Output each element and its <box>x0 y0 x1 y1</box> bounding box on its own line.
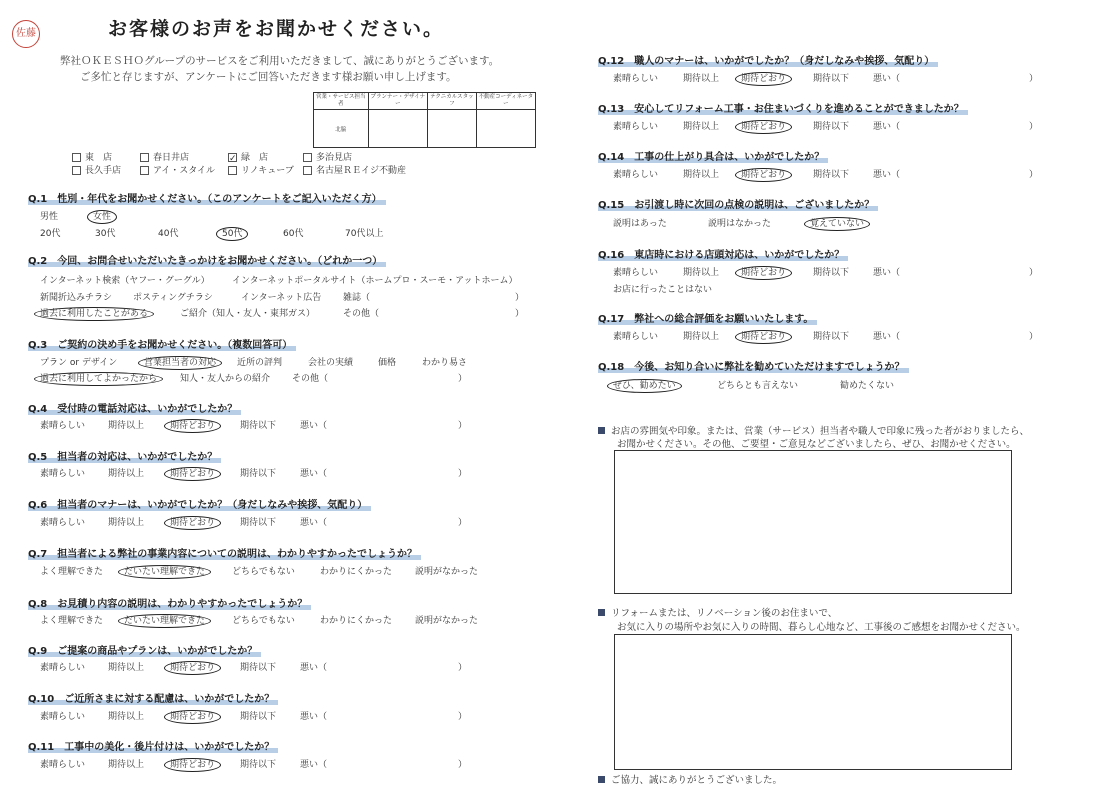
q3-option-friend[interactable]: 知人・友人からの紹介 <box>180 374 271 384</box>
paren-close: ） <box>458 712 468 722</box>
q12-option-as-expected[interactable]: 期待どおり <box>741 71 786 84</box>
q11-option-above-expectation[interactable]: 期待以上 <box>108 760 145 770</box>
q12-option-excellent[interactable]: 素晴らしい <box>613 74 659 84</box>
checkbox-icon <box>72 153 81 162</box>
q2-option-other[interactable]: その他（ <box>343 309 380 319</box>
free-comment-2-box[interactable] <box>614 634 1012 770</box>
q11-option-below-expectation[interactable]: 期待以下 <box>240 760 277 770</box>
q10-option-bad[interactable]: 悪い（ <box>300 712 328 722</box>
q14-option-above-expectation[interactable]: 期待以上 <box>683 170 720 180</box>
q3-option-track-record[interactable]: 会社の実績 <box>308 358 354 368</box>
store-option-higashi[interactable]: 東 店 <box>72 150 112 163</box>
store-option-kasugai[interactable]: 春日井店 <box>140 150 189 163</box>
q1-option-male[interactable]: 男性 <box>40 212 59 222</box>
q9-option-as-expected[interactable]: 期待どおり <box>170 660 215 673</box>
q4-label: Q.4 受付時の電話対応は、いかがでしたか？ <box>28 400 241 415</box>
q4-option-above-expectation[interactable]: 期待以上 <box>108 421 145 431</box>
q15-option-dont-remember[interactable]: 覚えていない <box>810 216 864 229</box>
q4-option-as-expected[interactable]: 期待どおり <box>170 418 215 431</box>
store-option-realestate[interactable]: 名古屋ＲＥイジ不動産 <box>303 163 406 176</box>
q18-option-recommend[interactable]: ぜひ、勧めたい <box>613 378 676 391</box>
checkbox-icon <box>140 153 149 162</box>
q6-option-above-expectation[interactable]: 期待以上 <box>108 518 145 528</box>
paren-close: ） <box>458 663 468 673</box>
q7-option-mostly-understood[interactable]: だいたい理解できた <box>124 564 205 577</box>
q2-option-portal[interactable]: インターネットポータルサイト（ホームプロ・スーモ・アットホーム） <box>232 276 518 286</box>
q15-option-explained[interactable]: 説明はあった <box>613 219 667 229</box>
q17-option-as-expected[interactable]: 期待どおり <box>741 329 786 342</box>
staff-realestate-name[interactable] <box>476 110 535 148</box>
q3-option-other[interactable]: その他（ <box>292 374 329 384</box>
q10-option-below-expectation[interactable]: 期待以下 <box>240 712 277 722</box>
q7-label: Q.7 担当者による弊社の事業内容についての説明は、わかりやすかったでしょうか？ <box>28 545 421 560</box>
q17-label: Q.17 弊社への総合評価をお願いいたします。 <box>598 310 817 325</box>
staff-technical-name[interactable] <box>428 110 477 148</box>
q5-option-above-expectation[interactable]: 期待以上 <box>108 469 145 479</box>
q5-option-excellent[interactable]: 素晴らしい <box>40 469 86 479</box>
q9-option-bad[interactable]: 悪い（ <box>300 663 328 673</box>
q14-label: Q.14 工事の仕上がり具合は、いかがでしたか？ <box>598 148 828 163</box>
paren-close: ） <box>1029 332 1039 342</box>
page-title: お客様のお声をお聞かせください。 <box>108 18 445 40</box>
q14-option-below-expectation[interactable]: 期待以下 <box>813 170 850 180</box>
q15-option-not-explained[interactable]: 説明はなかった <box>708 219 772 229</box>
square-bullet-icon <box>598 609 605 616</box>
intro-line-2: ご多忙と存じますが、アンケートにご回答いただきます様お願い申し上げます。 <box>80 71 457 83</box>
checkbox-icon <box>303 153 312 162</box>
q9-option-below-expectation[interactable]: 期待以下 <box>240 663 277 673</box>
q2-option-referral[interactable]: ご紹介（知人・友人・東邦ガス） <box>180 309 316 319</box>
free-comment-2-prompt-2: お気に入りの場所やお気に入りの時間、暮らし心地など、工事後のご感想をお聞かせください。 <box>617 622 1026 633</box>
q8-option-understood-well[interactable]: よく理解できた <box>40 616 104 626</box>
q16-option-above-expectation[interactable]: 期待以上 <box>683 268 720 278</box>
q13-label: Q.13 安心してリフォーム工事・お住まいづくりを進めることができましたか？ <box>598 100 968 115</box>
q18-option-not-recommend[interactable]: 勧めたくない <box>840 381 895 391</box>
q17-option-above-expectation[interactable]: 期待以上 <box>683 332 720 342</box>
q12-option-bad[interactable]: 悪い（ <box>873 74 901 84</box>
q2-option-magazine[interactable]: 雑誌（ <box>343 293 371 303</box>
q1-option-30s[interactable]: 30代 <box>95 229 116 239</box>
q11-option-bad[interactable]: 悪い（ <box>300 760 328 770</box>
q6-label: Q.6 担当者のマナーは、いかがでしたか？（身だしなみや挨拶、気配り） <box>28 496 371 511</box>
q12-label: Q.12 職人のマナーは、いかがでしたか？（身だしなみや挨拶、気配り） <box>598 52 938 67</box>
q3-option-reputation[interactable]: 近所の評判 <box>237 358 283 368</box>
q3-option-clarity[interactable]: わかり易さ <box>422 358 468 368</box>
q10-label: Q.10 ご近所さまに対する配慮は、いかがでしたか？ <box>28 690 278 705</box>
paren-close: ） <box>515 293 525 303</box>
q13-option-below-expectation[interactable]: 期待以下 <box>813 122 850 132</box>
checkbox-checked-icon: ✓ <box>229 154 237 164</box>
q13-option-above-expectation[interactable]: 期待以上 <box>683 122 720 132</box>
q13-option-excellent[interactable]: 素晴らしい <box>613 122 659 132</box>
q6-option-as-expected[interactable]: 期待どおり <box>170 515 215 528</box>
q8-option-hard-to-understand[interactable]: わかりにくかった <box>320 616 393 626</box>
q4-option-below-expectation[interactable]: 期待以下 <box>240 421 277 431</box>
q16-option-never-visited[interactable]: お店に行ったことはない <box>613 285 713 295</box>
q1-option-female[interactable]: 女性 <box>93 209 111 222</box>
seal-stamp: 佐藤 <box>12 20 40 48</box>
q12-option-below-expectation[interactable]: 期待以下 <box>813 74 850 84</box>
q9-option-excellent[interactable]: 素晴らしい <box>40 663 86 673</box>
q8-option-mostly-understood[interactable]: だいたい理解できた <box>124 613 205 626</box>
q12-option-above-expectation[interactable]: 期待以上 <box>683 74 720 84</box>
q4-option-bad[interactable]: 悪い（ <box>300 421 328 431</box>
paren-close: ） <box>1029 74 1039 84</box>
free-comment-1-prompt: お店の雰囲気や印象。または、営業（サービス）担当者や職人で印象に残った者がおりましたら、 <box>598 423 1029 437</box>
q3-option-plan[interactable]: プラン or デザイン <box>40 358 118 368</box>
q5-option-as-expected[interactable]: 期待どおり <box>170 466 215 479</box>
store-option-tajimi[interactable]: 多治見店 <box>303 150 352 163</box>
q5-option-bad[interactable]: 悪い（ <box>300 469 328 479</box>
q16-option-excellent[interactable]: 素晴らしい <box>613 268 659 278</box>
q16-option-bad[interactable]: 悪い（ <box>873 268 901 278</box>
q11-option-as-expected[interactable]: 期待どおり <box>170 757 215 770</box>
q1-option-50s[interactable]: 50代 <box>222 226 242 239</box>
q6-option-below-expectation[interactable]: 期待以下 <box>240 518 277 528</box>
q16-option-as-expected[interactable]: 期待どおり <box>741 265 786 278</box>
q1-option-70s[interactable]: 70代以上 <box>345 229 384 239</box>
q6-option-bad[interactable]: 悪い（ <box>300 518 328 528</box>
q11-option-excellent[interactable]: 素晴らしい <box>40 760 86 770</box>
staff-header-technical: テクニカルスタッフ <box>428 93 477 110</box>
q1-option-60s[interactable]: 60代 <box>283 229 304 239</box>
paren-close: ） <box>1029 268 1039 278</box>
q18-option-neutral[interactable]: どちらとも言えない <box>717 381 799 391</box>
q7-option-hard-to-understand[interactable]: わかりにくかった <box>320 567 393 577</box>
q8-option-neutral[interactable]: どちらでもない <box>232 616 295 626</box>
q2-label: Q.2 今回、お問合せいただいたきっかけをお聞かせください。（どれか一つ） <box>28 252 386 267</box>
paren-close: ） <box>515 309 525 319</box>
q9-label: Q.9 ご提案の商品やプランは、いかがでしたか？ <box>28 642 261 657</box>
staff-planner-name[interactable] <box>368 110 428 148</box>
q5-label: Q.5 担当者の対応は、いかがでしたか？ <box>28 448 221 463</box>
q6-option-excellent[interactable]: 素晴らしい <box>40 518 86 528</box>
staff-header-realestate: 不動産コーディネーター <box>476 93 535 110</box>
q13-option-as-expected[interactable]: 期待どおり <box>741 119 786 132</box>
free-comment-1-prompt-2: お聞かせください。その他、ご要望・ご意見などございましたら、ぜひ、お聞かせください。 <box>617 439 1016 450</box>
q17-option-below-expectation[interactable]: 期待以下 <box>813 332 850 342</box>
q3-label: Q.3 ご契約の決め手をお聞かせください。（複数回答可） <box>28 336 296 351</box>
paren-close: ） <box>458 374 468 384</box>
paren-close: ） <box>1029 170 1039 180</box>
square-bullet-icon <box>598 427 605 434</box>
q2-option-past-use[interactable]: 過去に利用したことがある <box>40 306 148 319</box>
q2-option-posting[interactable]: ポスティングチラシ <box>133 293 213 303</box>
staff-header-sales: 営業・サービス担当者 <box>314 93 369 110</box>
q7-option-understood-well[interactable]: よく理解できた <box>40 567 104 577</box>
q3-option-price[interactable]: 価格 <box>378 358 397 368</box>
square-bullet-icon <box>598 776 605 783</box>
q1-option-20s[interactable]: 20代 <box>40 229 61 239</box>
intro-line-1: 弊社ＯＫＥＳＨＯグループのサービスをご利用いただきまして、誠にありがとうございます。 <box>60 55 500 67</box>
q4-option-excellent[interactable]: 素晴らしい <box>40 421 86 431</box>
paren-close: ） <box>1029 122 1039 132</box>
free-comment-2-prompt: リフォームまたは、リノベーション後のお住まいで、 <box>598 605 837 619</box>
q15-label: Q.15 お引渡し時に次回の点検の説明は、ございましたか？ <box>598 196 878 211</box>
q5-option-below-expectation[interactable]: 期待以下 <box>240 469 277 479</box>
q14-option-as-expected[interactable]: 期待どおり <box>741 167 786 180</box>
q3-option-past-good[interactable]: 過去に利用してよかったから <box>40 371 157 384</box>
free-comment-1-box[interactable] <box>614 450 1012 594</box>
q11-label: Q.11 工事中の美化・後片付けは、いかがでしたか？ <box>28 738 278 753</box>
q13-option-bad[interactable]: 悪い（ <box>873 122 901 132</box>
q16-label: Q.16 東店時における店頭対応は、いかがでしたか？ <box>598 246 848 261</box>
store-option-renocube[interactable]: リノキューブ <box>228 163 294 176</box>
store-option-midori[interactable]: ✓ 緑 店 <box>229 153 269 164</box>
q14-option-excellent[interactable]: 素晴らしい <box>613 170 659 180</box>
paren-close: ） <box>458 518 468 528</box>
q2-option-search[interactable]: インターネット検索（ヤフー・グーグル） <box>40 276 210 286</box>
q8-label: Q.8 お見積り内容の説明は、わかりやすかったでしょうか？ <box>28 595 311 610</box>
checkbox-icon <box>303 166 312 175</box>
q10-option-as-expected[interactable]: 期待どおり <box>170 709 215 722</box>
q7-option-no-explanation[interactable]: 説明がなかった <box>415 567 479 577</box>
q16-option-below-expectation[interactable]: 期待以下 <box>813 268 850 278</box>
staff-header-planner: プランナー・デザイナー <box>368 93 428 110</box>
checkbox-icon <box>140 166 149 175</box>
paren-close: ） <box>458 760 468 770</box>
checkbox-icon <box>72 166 81 175</box>
store-option-nagakute[interactable]: 長久手店 <box>72 163 121 176</box>
q17-option-excellent[interactable]: 素晴らしい <box>613 332 659 342</box>
q8-option-no-explanation[interactable]: 説明がなかった <box>415 616 479 626</box>
q17-option-bad[interactable]: 悪い（ <box>873 332 901 342</box>
q2-option-web-ad[interactable]: インターネット広告 <box>241 293 322 303</box>
paren-close: ） <box>458 469 468 479</box>
q9-option-above-expectation[interactable]: 期待以上 <box>108 663 145 673</box>
staff-table <box>313 92 536 148</box>
paren-close: ） <box>458 421 468 431</box>
q1-option-40s[interactable]: 40代 <box>158 229 179 239</box>
checkbox-icon <box>228 166 237 175</box>
q14-option-bad[interactable]: 悪い（ <box>873 170 901 180</box>
staff-sales-name[interactable]: 北脇 <box>314 110 369 148</box>
q10-option-excellent[interactable]: 素晴らしい <box>40 712 86 722</box>
q10-option-above-expectation[interactable]: 期待以上 <box>108 712 145 722</box>
q2-option-flyer[interactable]: 新聞折込みチラシ <box>40 293 113 303</box>
store-option-istyle[interactable]: アイ・スタイル <box>140 163 215 176</box>
q1-label: Q.1 性別・年代をお聞かせください。（このアンケートをご記入いただく方） <box>28 190 386 205</box>
footer-thanks: ご協力、誠にありがとうございました。 <box>598 772 782 786</box>
q3-option-sales-staff[interactable]: 営業担当者の対応 <box>144 355 216 368</box>
q7-option-neutral[interactable]: どちらでもない <box>232 567 295 577</box>
q18-label: Q.18 今後、お知り合いに弊社を勧めていただけますでしょうか？ <box>598 358 909 373</box>
